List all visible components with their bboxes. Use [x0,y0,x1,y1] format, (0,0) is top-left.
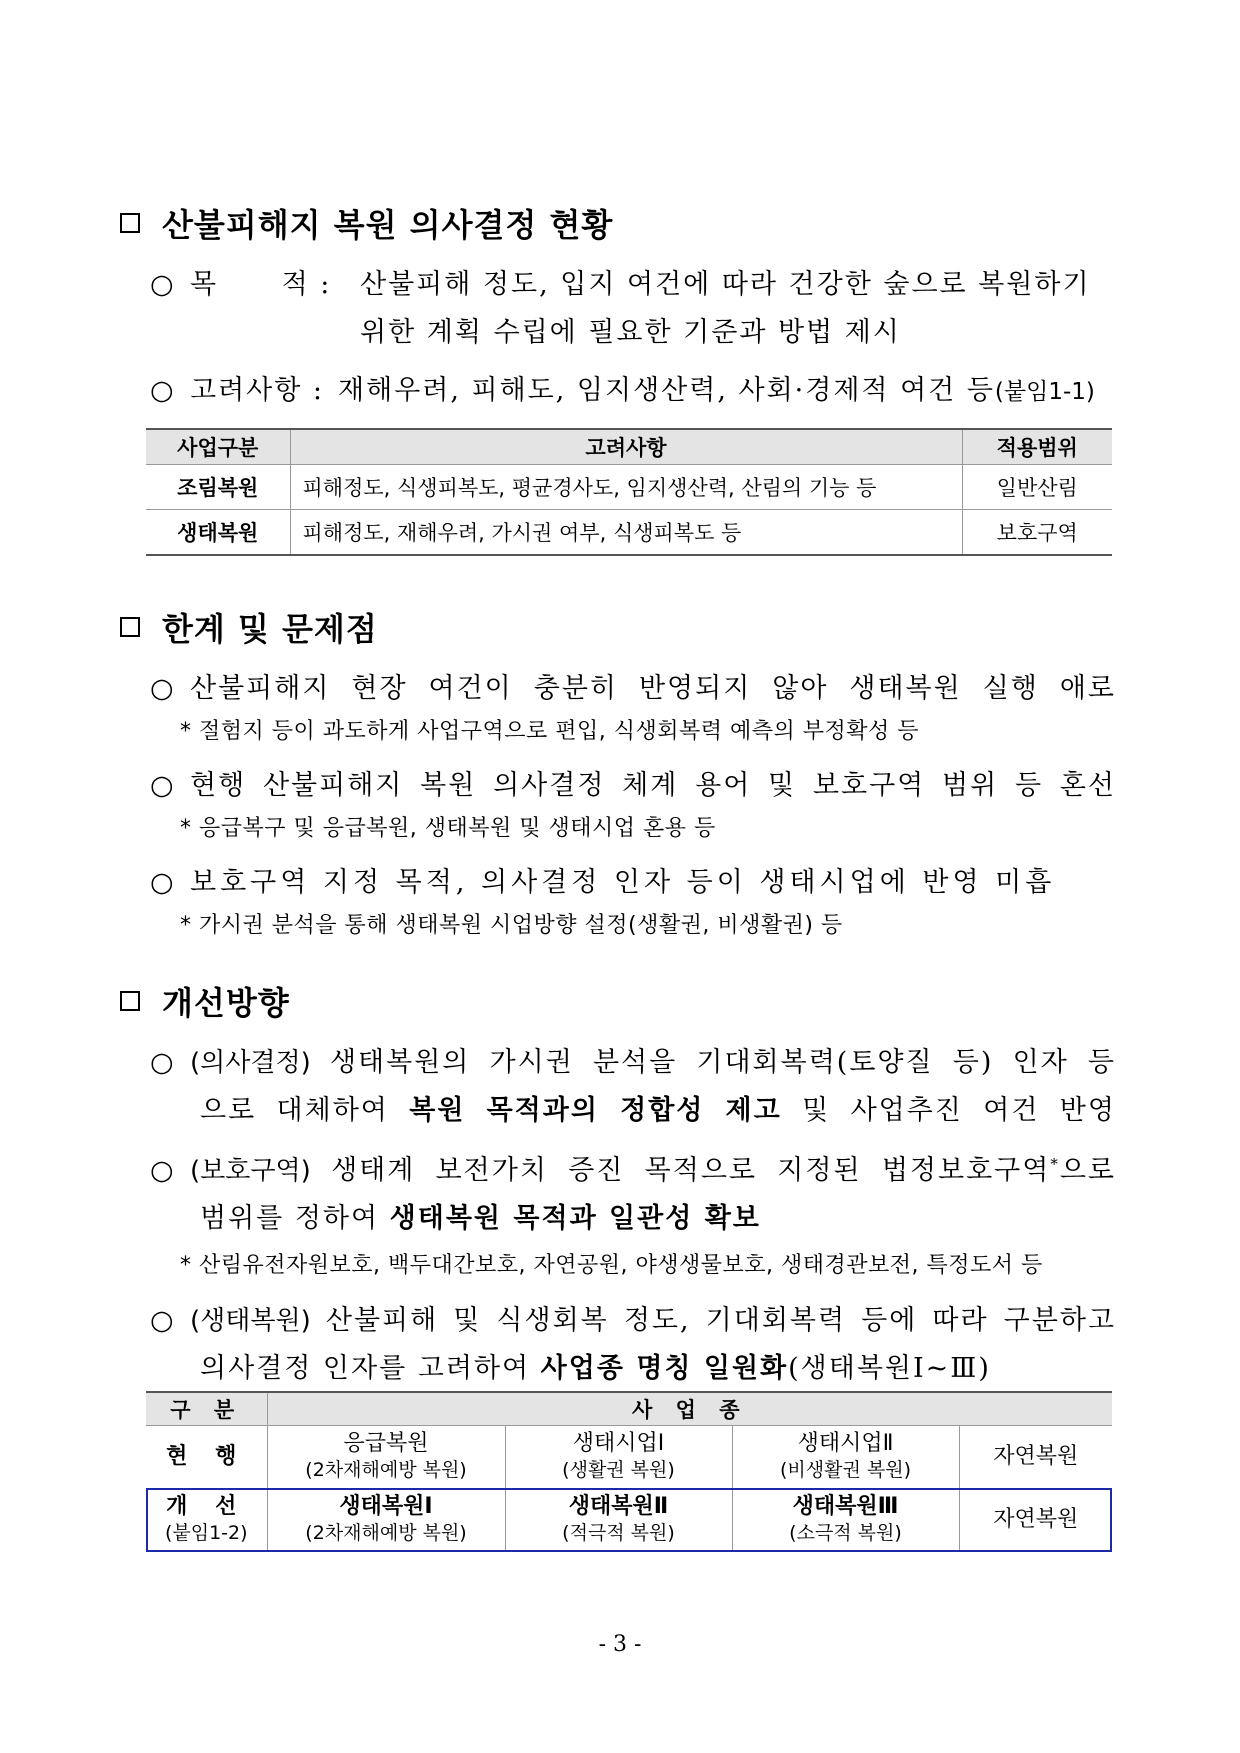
improvement-item-1-line-1: ○ (의사결정) 생태복원의 가시권 분석을 기대회복력(토양질 등) 인자 등 [150,1047,1116,1078]
limitation-item-1: ○ 산불피해지 현장 여건이 충분히 반영되지 않아 생태복원 실행 애로 [150,673,1116,704]
table-header-cell: 사업구분 [146,429,290,465]
limitation-note-3: * 가시권 분석을 통해 생태복원 시업방향 설정(생활권, 비생활권) 등 [180,913,843,938]
improvement-item-2-line-2: 범위를 정하여 생태복원 목적과 일관성 확보 [200,1203,761,1234]
purpose-label: 목 적 : [190,269,332,300]
table-cell: 생태시업Ⅱ (비생활권 복원) [732,1426,959,1489]
row-label: 현 행 [146,1426,267,1489]
table-cell: 일반산림 [962,465,1112,510]
table-header-cell: 적용범위 [962,429,1112,465]
emphasis-text: 생태복원 목적과 일관성 확보 [389,1203,761,1234]
circle-bullet-icon: ○ [150,375,176,406]
table-header-row [146,1392,1112,1426]
purpose-line-2: 위한 계획 수립에 필요한 기준과 방법 제시 [360,317,901,348]
improvement-item-2-line-1: ○ (보호구역) 생태계 보전가치 증진 목적으로 지정된 법정보호구역*으로 [150,1155,1116,1186]
emphasis-text: 사업종 명칭 일원화 [540,1353,789,1384]
purpose-text-1: 산불피해 정도, 입지 여건에 따라 건강한 숲으로 복원하기 [360,269,1091,300]
circle-bullet-icon: ○ [150,867,178,898]
circle-bullet-icon: ○ [150,673,176,704]
improvement-tag: (의사결정) [190,1048,311,1078]
table-cell: 피해정도, 식생피복도, 평균경사도, 임지생산력, 산림의 기능 등 [290,465,962,510]
limitation-note-1: * 절험지 등이 과도하게 사업구역으로 편입, 식생회복력 예측의 부정확성 등 [180,719,919,744]
table-header-cell: 구 분 [146,1392,267,1426]
protected-area-note: * 산림유전자원보호, 백두대간보호, 자연공원, 야생생물보호, 생태경관보전, 특정도서 등 [180,1253,1043,1278]
square-bullet-icon [120,213,140,233]
circle-bullet-icon: ○ [150,1305,176,1336]
table-cell: 응급복원 (2차재해예방 복원) [267,1426,505,1489]
table-row [146,510,1112,556]
table-cell: 생태시업Ⅰ (생활권 복원) [505,1426,732,1489]
restoration-type-table [146,428,1112,556]
considerations-line [150,368,1095,407]
table-row-current [146,1426,1112,1489]
considerations-ref: (붙임1-1) [994,379,1095,405]
limitation-note-2: * 응급복구 및 응급복원, 생태복원 및 생태시업 혼용 등 [180,816,716,841]
circle-bullet-icon: ○ [150,1155,176,1186]
table-cell: 생태복원Ⅱ (적극적 복원) [505,1489,732,1552]
limitation-item-2: ○ 현행 산불피해지 복원 의사결정 체계 용어 및 보호구역 범위 등 혼선 [150,770,1116,801]
section-title-current-status: 산불피해지 복원 의사결정 현황 [120,200,613,246]
limitation-item-3: ○ 보호구역 지정 목적, 의사결정 인자 등이 생태시업에 반영 미흡 [150,867,1056,898]
table-cell: 자연복원 [959,1426,1112,1489]
circle-bullet-icon: ○ [150,269,176,300]
business-type-table [146,1391,1112,1552]
emphasis-text: 복원 목적과의 정합성 제고 [409,1095,782,1126]
table-cell: 생태복원Ⅰ (2차재해예방 복원) [267,1489,505,1552]
improvement-tag: (생태복원) [190,1306,311,1336]
row-label: 개 선 (붙임1-2) [146,1489,267,1552]
circle-bullet-icon: ○ [150,1047,176,1078]
table-cell: 생태복원 [146,510,290,556]
considerations-text: 재해우려, 피해도, 임지생산력, 사회·경제적 여건 등 [338,375,995,406]
section-title-limitations: 한계 및 문제점 [120,604,378,650]
table-cell: 조림복원 [146,465,290,510]
table-cell: 피해정도, 재해우려, 가시권 여부, 식생피복도 등 [290,510,962,556]
table-header-cell: 고려사항 [290,429,962,465]
circle-bullet-icon: ○ [150,770,176,801]
table-cell: 보호구역 [962,510,1112,556]
page-number: - 3 - [598,1632,642,1657]
square-bullet-icon [120,617,140,637]
table-cell: 자연복원 [959,1489,1112,1552]
section-title-improvements: 개선방향 [120,978,290,1024]
table-header-row [146,429,1112,465]
purpose-line-1 [150,262,1116,301]
table-cell: 생태복원Ⅲ (소극적 복원) [732,1489,959,1552]
improvement-tag: (보호구역) [190,1156,311,1186]
table-row [146,465,1112,510]
improvement-item-3-line-1: ○ (생태복원) 산불피해 및 식생회복 정도, 기대회복력 등에 따라 구분하고 [150,1305,1116,1336]
footnote-marker: * [1050,1155,1060,1173]
improvement-item-1-line-2: 으로 대체하여 복원 목적과의 정합성 제고 및 사업추진 여건 반영 [200,1095,1116,1126]
table-header-cell: 사 업 종 [267,1392,1112,1426]
square-bullet-icon [120,991,140,1011]
table-row-improved [146,1489,1112,1552]
considerations-label: 고려사항 : [190,375,325,406]
improvement-item-3-line-2: 의사결정 인자를 고려하여 사업종 명칭 일원화(생태복원Ⅰ~Ⅲ) [200,1353,991,1384]
